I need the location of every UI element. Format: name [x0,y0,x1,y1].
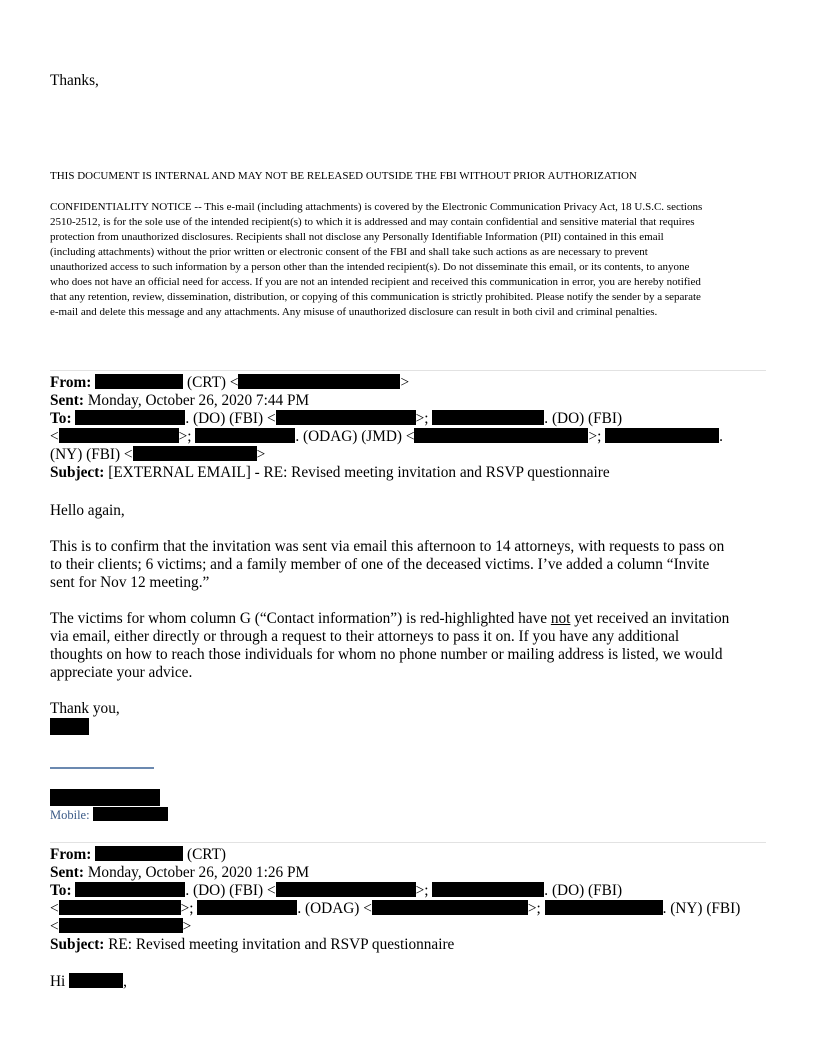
redaction [432,410,544,425]
confidentiality-line: that any retention, review, dissemination, distribution, or copying of this communication is strictly prohibited. Please notify the sender by a separate [50,291,701,303]
recipient-text: >; [527,900,541,917]
confidentiality-line: 2510-2512, is for the sole use of the intended recipient(s) to which it is addressed and may contain confidential and sensitive material that requires [50,216,695,228]
redaction [372,900,528,915]
email1-from-row [50,374,723,392]
redaction [59,918,183,933]
body-line: to their clients; 6 victims; and a family member of one of the deceased victims. I’ve added a column “Invite [50,556,710,573]
recipient-text: . (ODAG) (JMD) < [295,428,415,445]
from-label: From: [50,374,92,391]
body-text: The victims for whom column G (“Contact information”) is red-highlighted have [50,610,551,627]
confidentiality-line: e-mail and delete this message and any attachments. Any misuse of unauthorized disclosure can result in both civil and criminal penalties. [50,306,658,318]
recipient-text: < [50,918,59,935]
from-org: (CRT) [187,846,227,863]
signature-rule [50,767,154,769]
confidentiality-line: (including attachments) without the prior written or electronic consent of the FBI and shall take such actions as are necessary to prevent [50,246,648,258]
confidentiality-line: CONFIDENTIALITY NOTICE -- This e-mail (including attachments) is covered by the Electronic Communication Privacy Act, 18 U.S.C. sections [50,201,703,213]
subject-label: Subject: [50,464,105,481]
recipient-text: . (DO) (FBI) < [185,882,276,899]
body-line: This is to confirm that the invitation was sent via email this afternoon to 14 attorneys, with requests to pass on [50,538,725,555]
confidentiality-line: protection from unauthorized disclosures. Recipients shall not disclose any Personally Identifiable Information (PII) contained in this email [50,231,664,243]
sent-label: Sent: [50,392,84,409]
redaction [545,900,663,915]
recipient-text: >; [588,428,602,445]
email1-subject-row [50,464,723,482]
redaction [276,882,416,897]
from-org: (CRT) < [187,374,239,391]
email1-paragraph-2 [50,610,729,682]
email-divider [50,842,766,843]
mobile-row [50,807,168,823]
body-line: appreciate your advice. [50,664,193,681]
redaction [59,428,179,443]
recipient-text: . (DO) (FBI) [544,882,623,899]
body-line: thoughts on how to reach those individuals for whom no phone number or mailing address is listed, we would [50,646,723,663]
redaction [69,973,123,988]
email2-greeting [50,973,127,991]
greeting-text: , [123,973,127,990]
redaction [195,428,295,443]
from-close: > [400,374,410,391]
signature-name-redaction [50,718,89,735]
signature-title-redaction [50,789,160,806]
redaction [605,428,719,443]
recipient-text: (NY) (FBI) < [50,446,133,463]
body-line: sent for Nov 12 meeting.” [50,574,210,591]
email2-from-row [50,846,740,864]
redaction [276,410,416,425]
recipient-text: . (NY) (FBI) [662,900,741,917]
email1-paragraph-1 [50,538,724,592]
recipient-text: . [719,428,723,445]
redaction [59,900,181,915]
body-line: via email, either directly or through a request to their attorneys to pass it on. If you have any additional [50,628,680,645]
redaction [75,410,185,425]
to-label: To: [50,410,72,427]
internal-notice: THIS DOCUMENT IS INTERNAL AND MAY NOT BE RELEASED OUTSIDE THE FBI WITHOUT PRIOR AUTHORIZATION [50,170,637,182]
email2-sent-row [50,864,740,882]
redaction [95,374,183,389]
email-divider [50,370,766,371]
sent-value: Monday, October 26, 2020 7:44 PM [87,392,310,409]
recipient-text: . (ODAG) < [297,900,372,917]
confidentiality-line: unauthorized access to such information by a person other than the intended recipient(s). Do not disseminate this email, or its contents, to anyone [50,261,690,273]
confidentiality-notice [50,200,702,320]
redaction [75,882,185,897]
email1-header [50,374,723,482]
recipient-text: . (DO) (FBI) < [185,410,276,427]
redaction [93,807,168,821]
mobile-label: Mobile: [50,808,90,822]
from-label: From: [50,846,92,863]
email2-to-row-2 [50,900,740,918]
body-text: yet received an invitation [570,610,730,627]
email1-to-row-2 [50,428,723,446]
recipient-text: >; [415,410,429,427]
recipient-text: > [182,918,192,935]
email2-to-row-3 [50,918,740,936]
email1-to-row-1 [50,410,723,428]
redaction [133,446,257,461]
redaction [414,428,588,443]
sent-value: Monday, October 26, 2020 1:26 PM [87,864,310,881]
recipient-text: > [256,446,266,463]
recipient-text: >; [415,882,429,899]
recipient-text: >; [180,900,194,917]
subject-value: RE: Revised meeting invitation and RSVP questionnaire [108,936,455,953]
recipient-text: < [50,428,59,445]
body-line [50,610,729,628]
email1-closing: Thank you, [50,700,120,717]
email2-subject-row [50,936,740,954]
confidentiality-line: who does not have an official need for access. If you are not an intended recipient and received this communication in error, you are hereby notified [50,276,701,288]
email2-to-row-1 [50,882,740,900]
email2-header [50,846,740,954]
sent-label: Sent: [50,864,84,881]
email1-to-row-3 [50,446,723,464]
underlined-text: not [550,610,571,627]
to-label: To: [50,882,72,899]
recipient-text: < [50,900,59,917]
subject-label: Subject: [50,936,105,953]
redaction [238,374,400,389]
email1-greeting: Hello again, [50,502,125,519]
signoff: Thanks, [50,72,99,89]
recipient-text: . (DO) (FBI) [544,410,623,427]
greeting-text: Hi [50,973,66,990]
subject-value: [EXTERNAL EMAIL] - RE: Revised meeting invitation and RSVP questionnaire [108,464,610,481]
recipient-text: >; [178,428,192,445]
redaction [95,846,183,861]
redaction [197,900,297,915]
redaction [432,882,544,897]
email1-sent-row [50,392,723,410]
